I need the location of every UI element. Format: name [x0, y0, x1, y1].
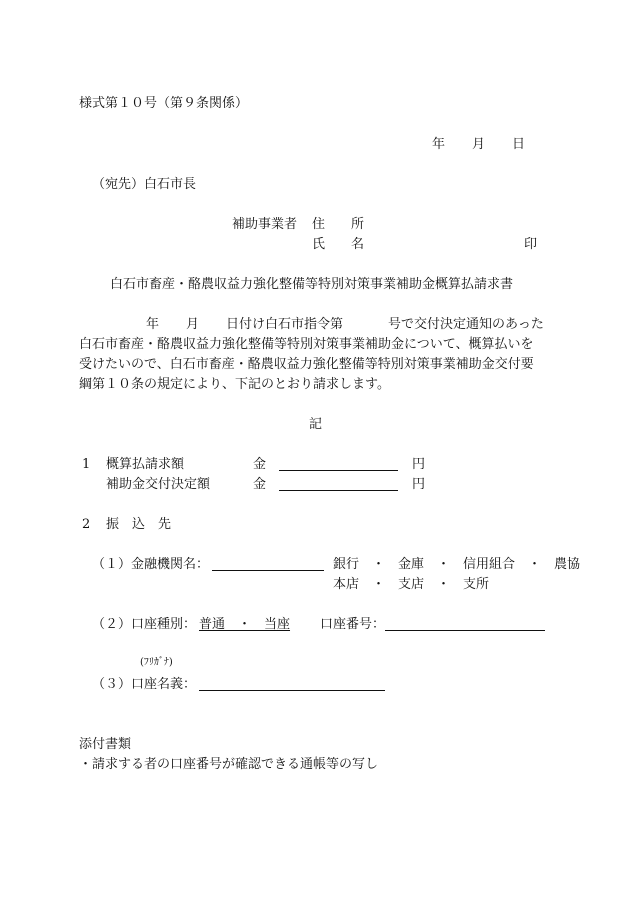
furigana-label: (ﾌﾘｶﾞﾅ) — [140, 657, 173, 668]
address-label: 住 所 — [312, 217, 365, 232]
account-holder-label: （３）口座名義： — [92, 677, 197, 692]
body-line2: 白石市畜産・酪農収益力強化整備等特別対策事業補助金について、概算払いを — [79, 337, 534, 352]
decided-amount-field[interactable] — [279, 490, 398, 491]
addressee: （宛先）白石市長 — [92, 177, 197, 192]
bank-name-label: （１）金融機関名： — [92, 557, 210, 572]
decided-amount-label: 補助金交付決定額 — [106, 477, 211, 492]
ki-heading: 記 — [309, 417, 323, 432]
request-amount-field[interactable] — [279, 470, 398, 471]
body-month: 月 — [186, 317, 200, 332]
body-line3: 受けたいので、白石市畜産・酪農収益力強化整備等特別対策事業補助金交付要 — [79, 357, 534, 372]
branch-type-options: 本店 ・ 支店 ・ 支所 — [333, 577, 490, 592]
body-year: 年 — [146, 317, 160, 332]
date-day-label: 日 — [512, 137, 526, 152]
transfer-label: 振 込 先 — [106, 517, 172, 532]
decided-amount-yen: 円 — [412, 477, 426, 492]
section-2-number: 2 — [82, 517, 91, 532]
request-amount-yen: 円 — [412, 457, 426, 472]
account-holder-field[interactable] — [199, 690, 385, 691]
decided-amount-kin: 金 — [253, 477, 267, 492]
bank-name-field[interactable] — [212, 570, 324, 571]
bank-type-options: 銀行 ・ 金庫 ・ 信用組合 ・ 農協 — [333, 557, 581, 572]
account-type-label: （２）口座種別： — [92, 617, 197, 632]
request-amount-label: 概算払請求額 — [106, 457, 185, 472]
document-title: 白石市畜産・酪農収益力強化整備等特別対策事業補助金概算払請求書 — [110, 277, 514, 292]
form-number: 様式第１０号（第９条関係） — [79, 96, 249, 111]
account-type-options[interactable]: 普通 ・ 当座 — [199, 617, 291, 632]
request-amount-kin: 金 — [253, 457, 267, 472]
seal-mark: 印 — [524, 237, 538, 252]
date-month-label: 月 — [472, 137, 486, 152]
account-number-field[interactable] — [385, 630, 545, 631]
body-line4: 綱第１０条の規定により、下記のとおり請求します。 — [79, 377, 390, 392]
body-line1-mid: 日付け白石市指令第 — [226, 317, 344, 332]
date-year-label: 年 — [432, 137, 446, 152]
applicant-role-label: 補助事業者 — [232, 217, 298, 232]
account-number-label: 口座番号： — [320, 617, 386, 632]
attachments-item: ・請求する者の口座番号が確認できる通帳等の写し — [79, 757, 379, 772]
name-label: 氏 名 — [312, 237, 365, 252]
attachments-title: 添付書類 — [79, 737, 132, 752]
body-line1-end: 号で交付決定通知のあった — [388, 317, 544, 332]
section-1-number: 1 — [82, 457, 91, 472]
